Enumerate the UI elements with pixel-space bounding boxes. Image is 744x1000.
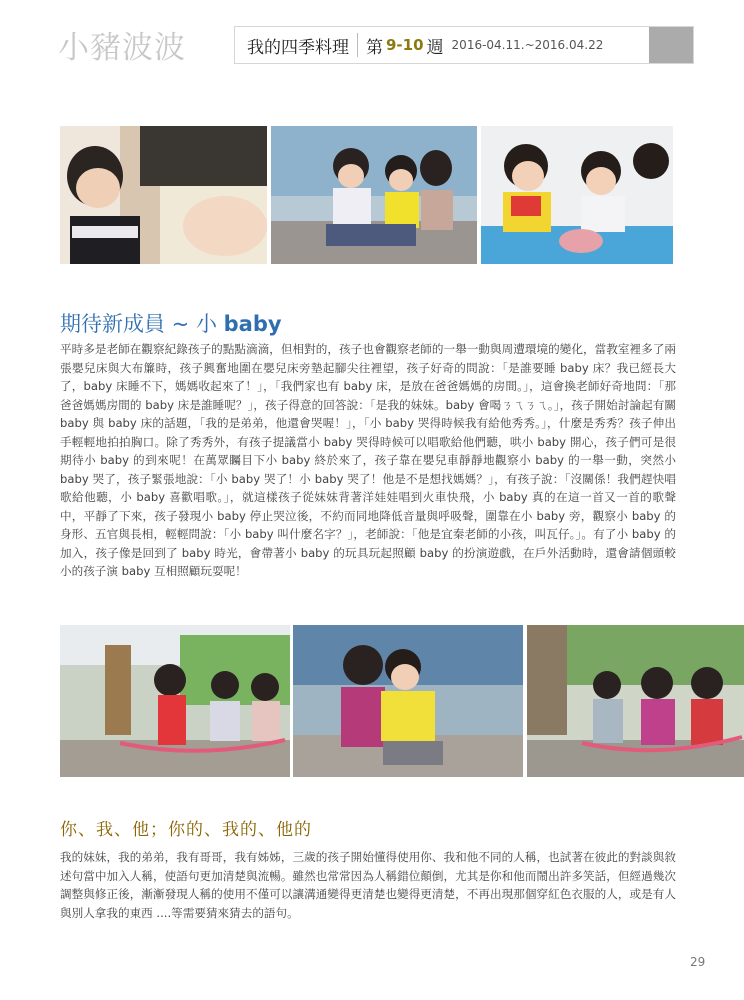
week-suffix: 週 — [426, 37, 444, 58]
photo-girls-with-doll — [481, 126, 673, 264]
photo-boy-on-ride-toy — [293, 625, 523, 777]
photo-three-girls-sitting — [271, 126, 477, 264]
section1-title-en: baby — [223, 312, 282, 336]
week-range: 9-10 — [386, 36, 424, 54]
header-title: 我的四季料理 — [247, 37, 349, 58]
section1-body: 平時多是老師在觀察紀錄孩子的點點滴滴，但相對的，孩子也會觀察老師的一舉一動與周遭環境的變化，當教室裡多了兩張嬰兒床與大布簾時，孩子興奮地圍在嬰兒床旁墊起腳尖往裡望，孩子好奇的問說：「是誰要睡 baby 床？我已經長大了，baby 床睡不下，媽媽收起來了！」，「我們家也有 baby 床，是放在爸爸媽媽的房間。」，這會換老師好奇地問：「那爸爸媽媽房間的 baby 床是誰睡呢？」，孩子得意的回答說：「是我的妹妹。baby 會喝ㄋㄟㄋㄟ。」，孩子開始討論起有關 baby 與 baby 床的話題，「我的是弟弟，他還會哭喔！」，「小 baby 哭得時候我有給他秀秀。」，什麼是秀秀？孩子伸出手輕輕地拍拍胸口。除了秀秀外，有孩子提議當小 baby 哭得時候可以唱歌給他們聽，哄小 baby 開心，孩子們可是很期待小 baby 的到來呢！在萬眾矚目下小 baby 終於來了，孩子靠在嬰兒車靜靜地觀察小 baby 的一舉一動，突然小 baby 哭了，孩子緊張地說：「小 baby 哭了！小 baby 哭了！他是不是想找媽媽？」，有孩子說：「沒關係！我們趕快唱歌給他聽，小 baby 喜歡唱歌。」，就這樣孩子從妹妹背著洋娃娃唱到火車快飛，小 baby 真的在這一首又一首的歌聲中，平靜了下來，孩子發現小 baby 停止哭泣後，不約而同地降低音量與呼吸聲，圍靠在小 baby 旁，觀察小 baby 的身形、五官與長相，輕輕問說：「小 baby 叫什麼名字？」，老師說：「他是宜秦老師的小孩，叫瓦仔。」。有了小 baby 的加入，孩子像是回到了 baby 時光，會帶著小 baby 的玩具玩起照顧 baby 的扮演遊戲，在戶外活動時，還會請個頭較小的孩子演 baby 互相照顧玩耍呢！ — [60, 342, 676, 578]
date-range: 2016-04.11.~2016.04.22 — [451, 38, 604, 52]
photo-boy-with-baby — [60, 126, 267, 264]
section1-title — [60, 308, 282, 338]
photo-children-hula-hoop — [60, 625, 290, 777]
brand-logo-text: 小豬波波 — [58, 30, 186, 66]
page-number: 29 — [690, 955, 706, 969]
page-header — [234, 26, 694, 64]
section2-body: 我的妹妹，我的弟弟，我有哥哥，我有姊姊，三歲的孩子開始懂得使用你、我和他不同的人稱，也試著在彼此的對談與敘述句當中加入人稱，使語句更加清楚與流暢。雖然也常常因為人稱錯位顛倒，尤其是你和他而鬧出許多笑話，但經過幾次調整與修正後，漸漸發現人稱的使用不僅可以讓溝通變得更清楚也變得更清楚，不再出現那個穿紅色衣服的人，或是有人與別人拿我的東西 ....等需要猜來猜去的語句。 — [60, 850, 676, 920]
section1-title-zh: 期待新成員 ~ 小 — [60, 312, 217, 336]
photo-children-in-line — [527, 625, 744, 777]
header-gray-block — [649, 27, 693, 63]
week-prefix: 第 — [366, 37, 383, 58]
header-divider — [357, 33, 358, 57]
section2-title: 你、我、他；你的、我的、他的 — [60, 820, 312, 840]
